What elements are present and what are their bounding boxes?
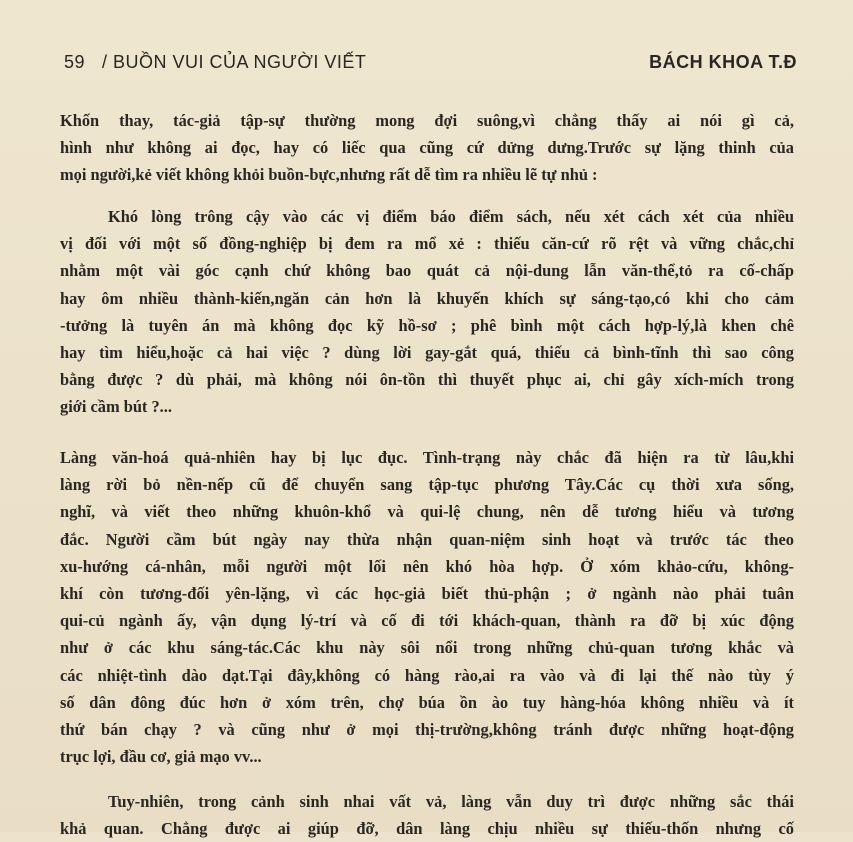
text-line: đắc. Người cầm bút ngày nay thừa nhận quan-niệm sinh hoạt và trước tác theo <box>60 529 794 549</box>
text-line: các nhiệt-tình dào dạt.Tại đây,không có hàng rào,ai ra vào và đi lại thế nào tùy ý <box>60 665 794 685</box>
text-line: thứ bán chạy ? và cũng như ở mọi thị-trường,không tránh được những hoạt-động <box>60 719 794 739</box>
paragraph-1 <box>60 107 794 189</box>
paragraph-3 <box>60 444 794 770</box>
text-line: Khốn thay, tác-giả tập-sự thường mong đợi suông,vì chẳng thấy ai nói gì cả, <box>60 111 794 130</box>
paragraph-2 <box>60 203 794 421</box>
running-title: / BUỒN VUI CỦA NGƯỜI VIẾT <box>102 52 367 72</box>
text-line: Tuy-nhiên, trong cảnh sinh nhai vất vả, làng vẫn duy trì được những sắc thái <box>108 792 794 811</box>
text-line: -tưởng là tuyên án mà không đọc kỹ hồ-sơ ; phê bình một cách hợp-lý,là khen chê <box>60 315 794 335</box>
text-line: Làng văn-hoá quả-nhiên hay bị lục đục. Tình-trạng này chắc đã hiện ra từ lâu,khi <box>60 448 794 467</box>
text-line: mọi người,kẻ viết không khỏi buồn-bực,nhưng rất dễ tìm ra nhiều lẽ tự nhủ : <box>60 165 598 185</box>
text-line: trục lợi, đầu cơ, giả mạo vv... <box>60 747 262 767</box>
text-line: Khó lòng trông cậy vào các vị điểm báo điểm sách, nếu xét cách xét của nhiều <box>108 207 794 226</box>
text-line: như ở các khu sáng-tác.Các khu này sôi nổi trong những chủ-quan tương khắc và <box>60 638 794 658</box>
text-line: qui-củ ngành ấy, vận dụng lý-trí và cố đi tới khách-quan, thành ra đỡ bị xúc động <box>60 611 794 631</box>
page-number: 59 <box>64 52 86 72</box>
text-line: giới cầm bút ?... <box>60 397 172 417</box>
text-line: khí còn tương-đối yên-lặng, vì các học-giả biết thủ-phận ; ở ngành nào phải tuân <box>60 583 794 603</box>
text-line: xu-hướng cá-nhân, mỗi người một lối nên khó hòa hợp. Ở xóm khảo-cứu, không- <box>60 556 794 576</box>
text-line: hay ôm nhiều thành-kiến,ngăn cản hơn là khuyến khích sự sáng-tạo,có khi cho cảm <box>60 288 794 308</box>
text-line: vị đối với một số đồng-nghiệp bị đem ra mổ xẻ : thiếu căn-cứ rõ rệt và vững chắc,chỉ <box>60 234 794 254</box>
paragraph-4 <box>60 788 794 842</box>
text-line: bằng được ? dù phải, mà không nói ôn-tồn thì thuyết phục ai, chỉ gây xích-mích trong <box>60 370 794 390</box>
text-line: nghĩ, và viết theo những khuôn-khổ và qui-lệ chung, nên dễ tương hiểu và tương <box>60 502 794 522</box>
text-line: hay tìm hiểu,hoặc cả hai việc ? dùng lời gay-gắt quá, thiếu cả bình-tĩnh thì sao công <box>60 342 794 362</box>
text-line: số dân đông đúc hơn ở xóm trên, chợ búa ồn ào tuy hàng-hóa không nhiều và ít <box>60 692 794 712</box>
journal-name: BÁCH KHOA T.Đ <box>649 52 797 72</box>
page-header <box>64 52 797 76</box>
text-line: hình như không ai đọc, hay có liếc qua cũng cứ dửng dưng.Trước sự lặng thinh của <box>60 138 794 158</box>
text-line: làng rời bỏ nền-nếp cũ để chuyển sang tập-tục phương Tây.Các cụ thời xưa sống, <box>60 475 794 495</box>
text-line: khả quan. Chẳng được ai giúp đỡ, dân làng chịu nhiều sự thiếu-thốn nhưng cố <box>60 819 794 839</box>
text-line: nhằm một vài góc cạnh chứ không bao quát cả nội-dung lẫn văn-thể,tỏ ra cố-chấp <box>60 261 794 281</box>
